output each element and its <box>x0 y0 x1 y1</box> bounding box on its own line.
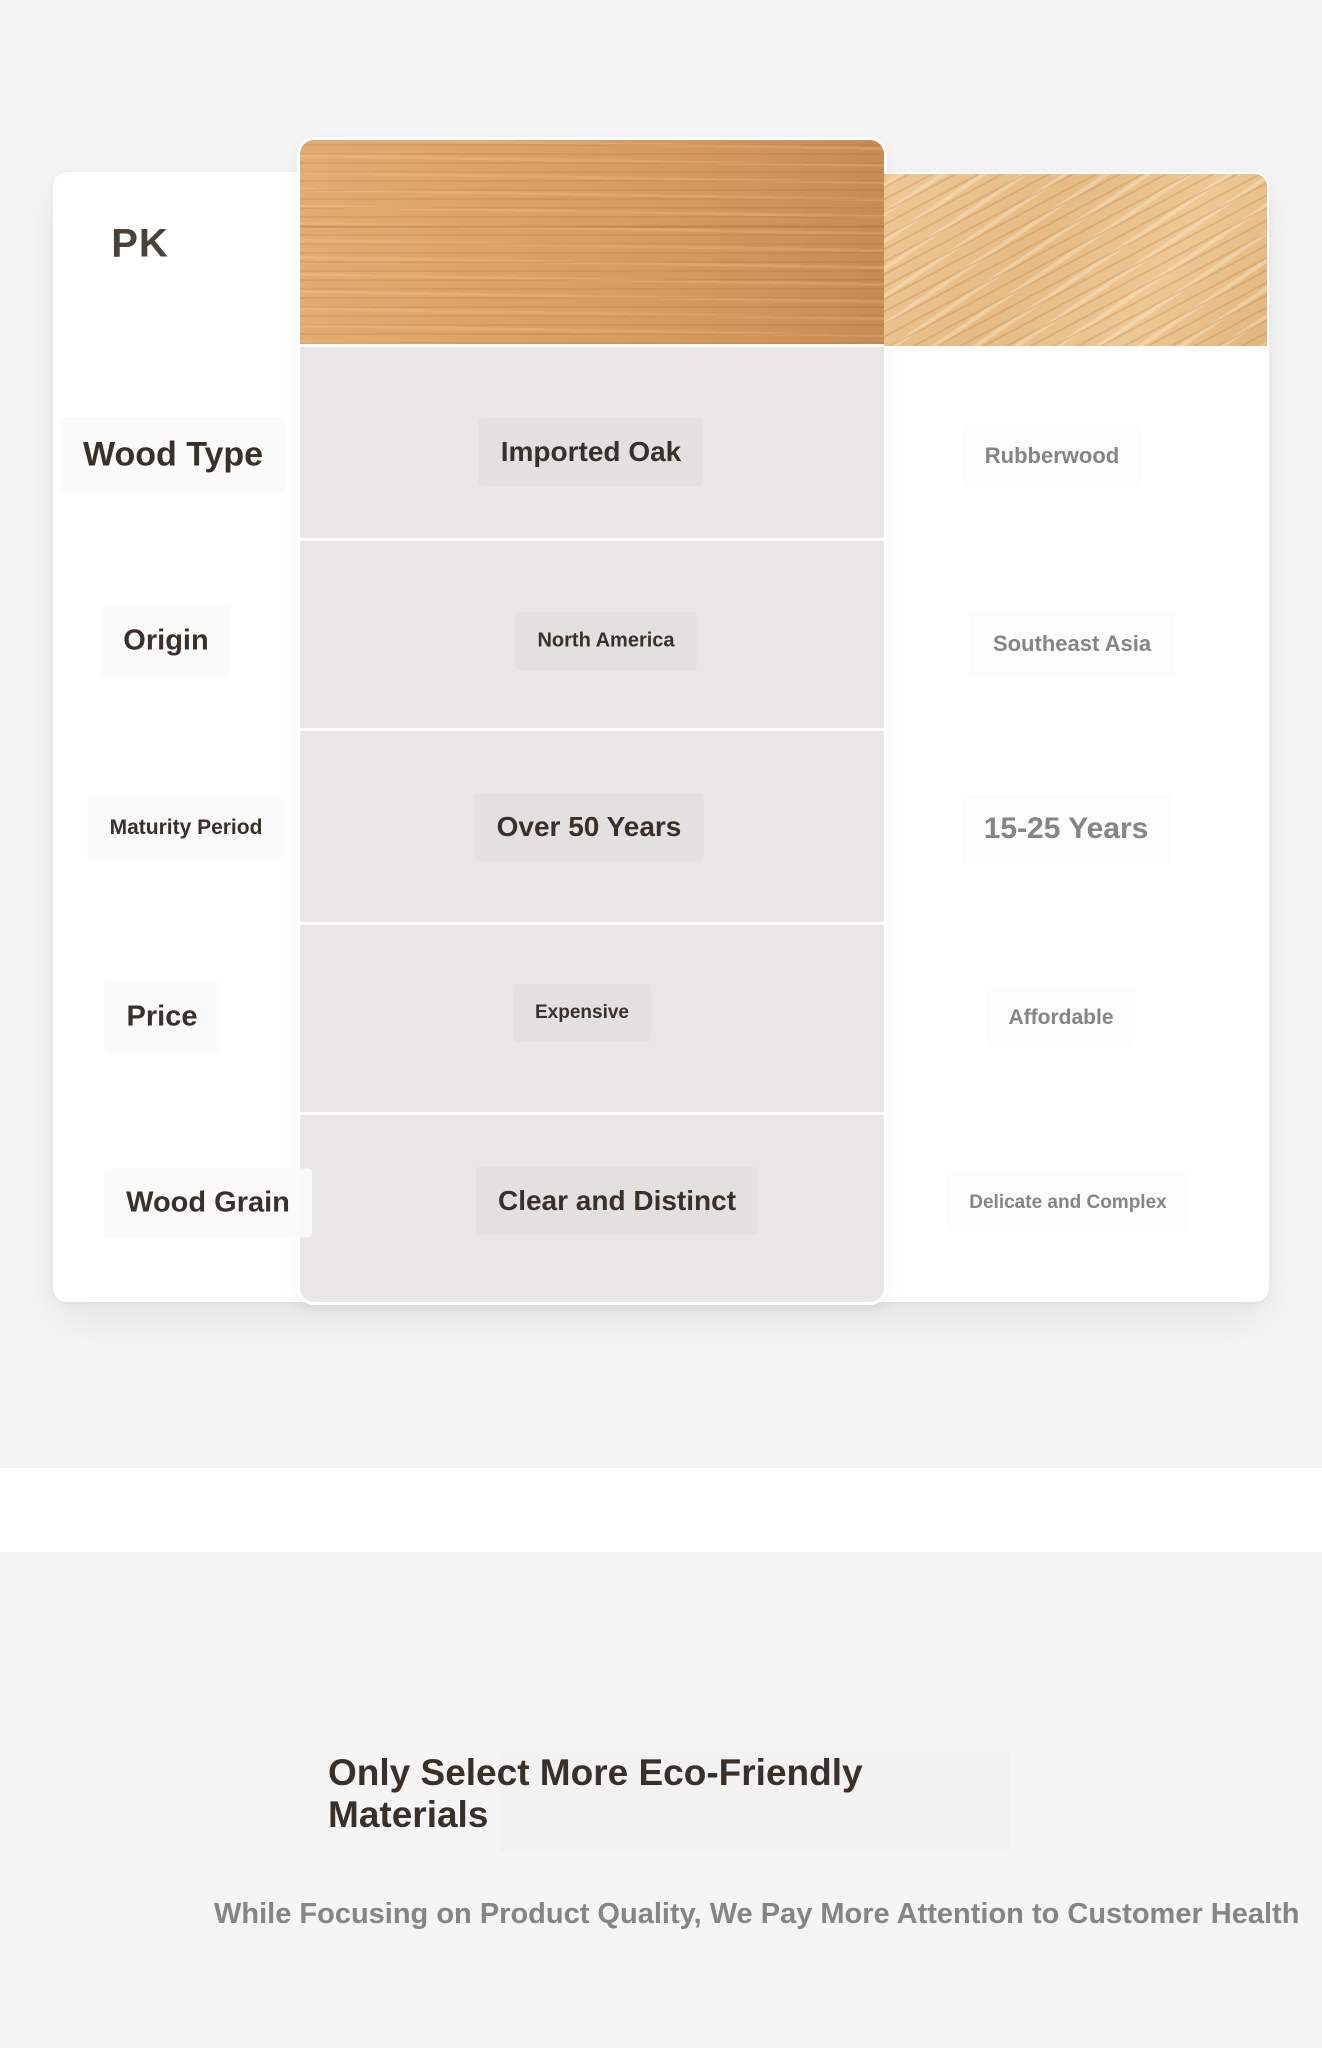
row-label-origin: Origin <box>101 607 230 676</box>
oak-column <box>300 140 884 1302</box>
row-label-wood-grain: Wood Grain <box>104 1169 312 1238</box>
rubberwood-value-price: Affordable <box>987 988 1136 1048</box>
rubberwood-value-origin: Southeast Asia <box>971 613 1173 675</box>
oak-value-origin: North America <box>515 612 696 671</box>
oak-value-maturity-period: Over 50 Years <box>475 793 704 861</box>
row-divider <box>300 344 884 347</box>
pk-label: PK <box>111 221 169 266</box>
row-divider <box>300 1112 884 1115</box>
oak-wood-image <box>300 140 884 344</box>
divider-band <box>0 1468 1322 1552</box>
oak-value-wood-grain: Clear and Distinct <box>476 1167 758 1235</box>
rubberwood-value-maturity-period: 15-25 Years <box>962 794 1171 864</box>
row-divider <box>300 538 884 541</box>
rubberwood-value-wood-type: Rubberwood <box>963 425 1141 487</box>
row-divider <box>300 728 884 731</box>
eco-subline: While Focusing on Product Quality, We Pay More Attention to Customer Health <box>214 1898 1300 1930</box>
row-label-wood-type: Wood Type <box>61 418 285 493</box>
row-label-maturity-period: Maturity Period <box>88 798 285 858</box>
rubberwood-value-wood-grain: Delicate and Complex <box>947 1174 1188 1232</box>
oak-value-price: Expensive <box>513 984 651 1042</box>
oak-value-wood-type: Imported Oak <box>479 418 703 486</box>
eco-headline: Only Select More Eco-Friendly Materials <box>328 1752 863 1835</box>
rubberwood-image <box>884 174 1267 346</box>
row-divider <box>300 922 884 925</box>
row-label-price: Price <box>105 983 220 1052</box>
